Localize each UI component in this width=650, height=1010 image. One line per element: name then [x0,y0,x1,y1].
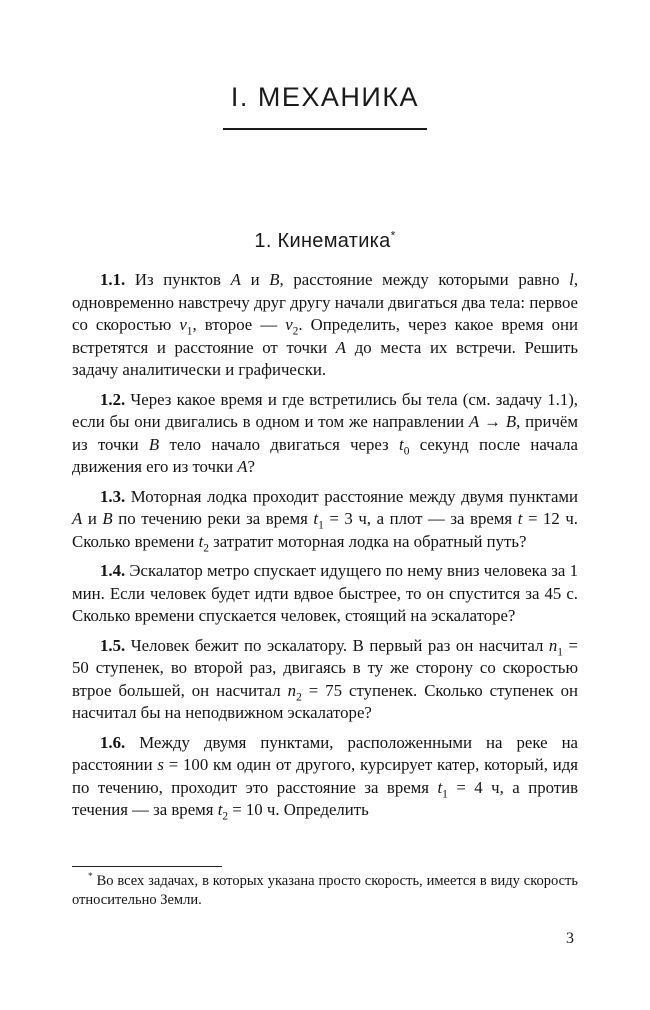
text-segment: 1.3. [100,486,126,506]
text-segment: A [72,509,83,528]
text-segment: t [198,531,204,551]
text-segment: ? [247,457,255,476]
text-segment: 1 [557,645,563,658]
text-segment: v [285,315,293,334]
section-title [72,230,578,253]
text-segment: = 50 ступенек, во второй раз, двигаясь в ту же сторону со скоростью втрое большей, он насчитал [72,635,578,700]
text-segment: , второе — [192,315,286,334]
problem-1-2 [72,389,578,479]
text-segment: , расстояние между которыми равно [279,270,570,289]
text-segment: тело начало двигаться через [159,434,400,454]
text-segment: = 100 км один от другого, курсирует катер, который, идя по течению, проходит это расстояние за время [72,755,578,797]
text-segment: по течению реки за время [112,509,314,528]
text-segment: t [517,509,523,528]
text-segment: 2 [203,541,209,554]
text-segment: и [82,509,103,528]
text-segment: Эскалатор метро спускает идущего по нему вниз человека за 1 мин. Если человек будет идти вдвое быстрее, то он спустится за 45 с. Сколько времени спускается человек, стоящий на эскалаторе? [72,561,578,625]
text-segment: B [148,434,160,454]
chapter-title: I. МЕХАНИКА [223,82,427,130]
text-segment: и [240,270,270,289]
text-segment: = 4 ч, а против течения — за время [72,777,578,819]
footnote-divider [72,866,222,867]
text-segment: B [505,412,517,431]
text-segment: 1.2. [100,389,126,409]
text-segment: t [437,777,443,797]
text-segment: = 12 ч. Сколько времени [72,509,578,551]
text-segment: B [102,509,113,528]
text-segment: Во всех задачах, в которых указана просто скорость, имеется в виду скорость относительно Земли. [72,873,578,908]
text-segment: , одновременно навстречу друг другу начали двигаться два тела: первое со скоростью [72,270,579,334]
section-title-text: 1. Кинематика [254,230,391,252]
text-segment: 2 [296,690,302,703]
text-segment: = 3 ч, а плот — за время [323,509,518,528]
text-segment: 1 [318,519,324,532]
problem-1-6 [72,732,578,822]
text-segment: A [237,457,248,476]
text-segment: n [548,635,558,655]
text-segment: l [569,270,574,289]
text-segment: B [269,270,280,289]
text-segment: A [469,412,480,431]
text-segment: , причём из точки [72,412,578,454]
text-segment: 2 [222,810,229,823]
text-segment: A [230,270,241,289]
text-segment: A [335,337,347,357]
text-segment: 1.4. [100,561,126,580]
section-footnote-mark: * [390,228,396,243]
text-segment: до места их встречи. Решить задачу аналитически и графически. [72,337,579,379]
text-segment: Через какое время и где встретились бы тела (см. задачу 1.1), если бы они двигались в одном и том же направлении [72,389,578,431]
text-segment: = 75 ступенек. Сколько ступенек он насчитал бы на неподвижном эскалаторе? [72,680,578,722]
problem-1-3 [72,486,578,554]
text-segment: секунд после начала движения его из точки [72,434,578,476]
text-segment: t [313,509,319,528]
text-segment: v [179,315,187,334]
chapter-header [72,82,578,130]
footnote-text [72,872,578,909]
text-segment: Моторная лодка проходит расстояние между двумя пунктами [125,486,578,506]
text-segment: n [287,680,297,700]
text-segment: . Определить, через какое время они встретятся и расстояние от точки [72,315,578,357]
problem-1-5 [72,635,578,725]
text-segment: = 10 ч. Определить [228,800,369,819]
text-segment: → [479,412,506,431]
problems-list [72,269,578,822]
problem-1-1 [72,269,578,382]
text-segment: затратит моторная лодка на обратный путь? [208,531,527,551]
text-segment: 1 [442,787,448,800]
text-segment: t [399,434,404,454]
text-segment: 1.6. [100,732,126,752]
text-segment: t [217,800,223,819]
text-segment: 1 [186,325,193,338]
text-segment: Человек бежит по эскалатору. В первый раз он насчитал [125,635,549,655]
footnote-area [72,866,578,909]
text-segment: * [88,872,93,883]
text-segment: 1.5. [100,635,126,655]
text-segment: s [157,755,164,774]
text-segment: 1.1. [100,270,126,289]
text-segment: 2 [292,325,299,338]
text-segment: 0 [403,444,410,457]
problem-1-4 [72,560,578,628]
text-segment: Из пунктов [125,270,231,289]
page-number: 3 [566,930,574,947]
text-segment: Между двумя пунктами, расположенными на реке на расстоянии [72,732,578,774]
